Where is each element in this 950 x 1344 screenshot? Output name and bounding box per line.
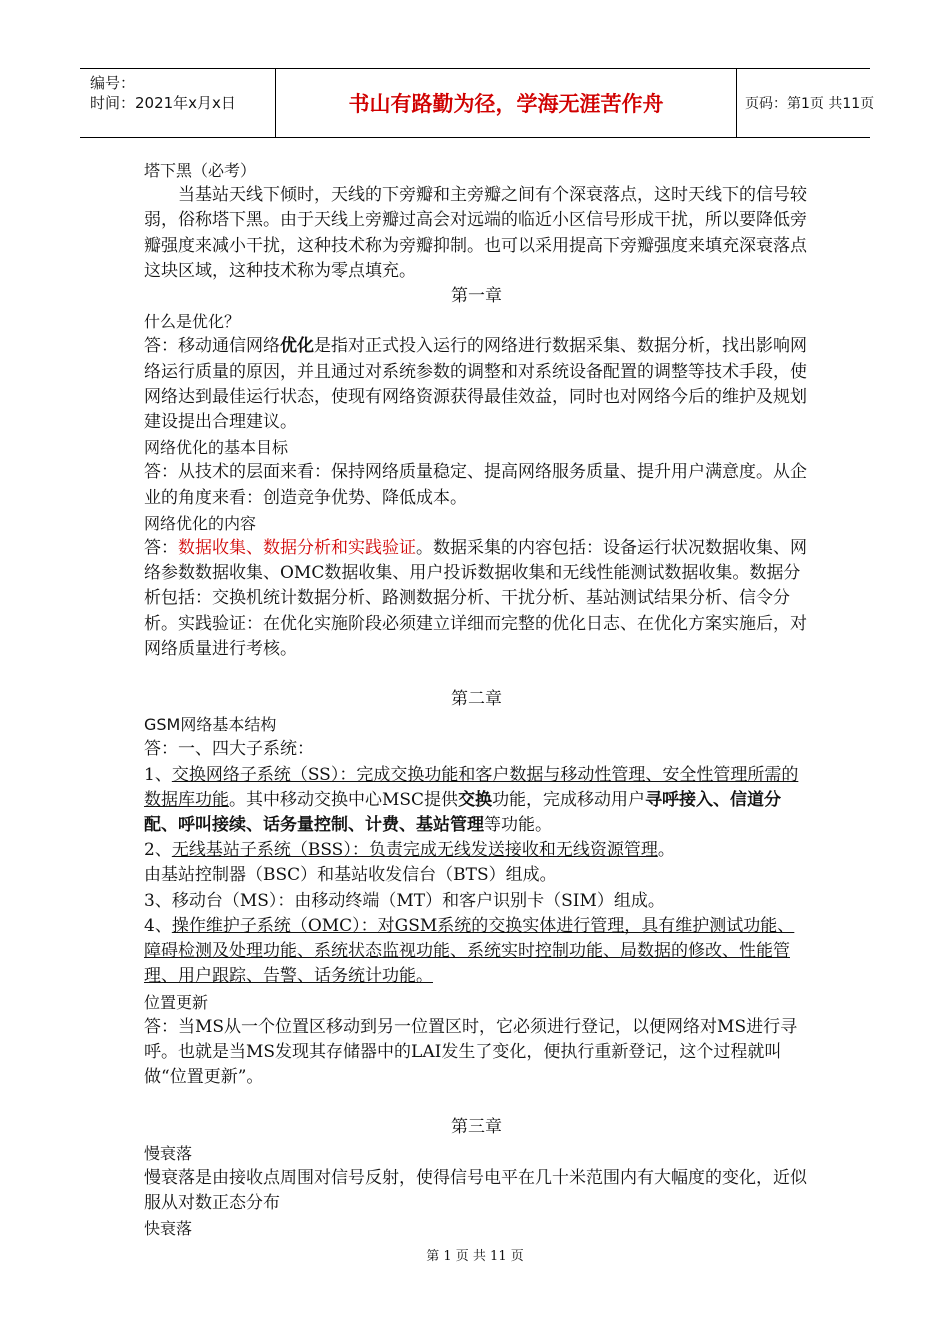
question-optimization-content: 网络优化的内容: [144, 513, 257, 533]
item-bold: 寻呼接入、信道分配、呼叫接续、话务量控制、计费、基站管理: [144, 789, 782, 836]
list-item-ms: 3、移动台（MS）：由移动终端（MT）和客户识别卡（SIM）组成。: [144, 890, 665, 911]
item-underlined: 操作维护子系统（OMC）：对GSM系统的交换实体进行管理，具有维护测试功能、障碍检测及处理功能、系统状态监视功能、系统实时控制功能、局数据的修改、性能管理、用户跟踪、告警、话务统计功能。: [144, 915, 795, 987]
answer-text: 答：移动通信网络: [144, 336, 280, 357]
page-footer: 第 1 页 共 11 页: [426, 1249, 524, 1264]
question-fast-fading: 快衰落: [144, 1219, 193, 1239]
item-underlined: 交换网络子系统（SS）：完成交换功能和客户数据与移动性管理、安全性管理所需的数据库功能: [144, 764, 799, 810]
answer-text: 。数据采集的内容包括：设备运行状况数据收集、网络参数数据收集、OMC数据收集、用户投诉数据收集和无线性能测试数据收集。数据分析包括：交换机统计数据分析、路测数据分析、干扰分析、基站测试结果分析、信令分析。实践验证：在优化实施阶段必须建立详细而完整的优化日志、在优化方案实施后，对网络质量进行考核。: [144, 538, 807, 659]
item-number: 2、: [144, 840, 172, 861]
item-underlined: 无线基站子系统（BSS）：负责完成无线发送接收和无线资源管理: [171, 840, 658, 861]
question-gsm-structure: GSM网络基本结构: [144, 715, 277, 735]
item-text: 。其中移动交换中心MSC提供: [229, 789, 459, 810]
question-what-is-optimization: 什么是优化？: [144, 312, 241, 332]
chapter-3-title: 第三章: [451, 1117, 502, 1138]
answer-what-is-optimization: [144, 334, 809, 435]
list-item-bss-detail: 由基站控制器（BSC）和基站收发信台（BTS）组成。: [144, 865, 557, 886]
header-motto: 书山有路勤为径，学海无涯苦作舟: [276, 69, 737, 137]
answer-intro: 答：一、四大子系统：: [144, 739, 314, 760]
answer-bold-term: 优化: [280, 336, 314, 357]
item-text: 。: [657, 840, 675, 861]
answer-text: 答：: [144, 538, 178, 559]
item-text: 等功能。: [484, 815, 552, 836]
chapter-1-title: 第一章: [451, 286, 502, 307]
answer-basic-goal: 答：从技术的层面来看：保持网络质量稳定、提高网络服务质量、提升用户满意度。从企业的角度来看：创造竞争优势、降低成本。: [144, 462, 807, 508]
answer-optimization-content: [144, 536, 809, 662]
answer-slow-fading: 慢衰落是由接收点周围对信号反射，使得信号电平在几十米范围内有大幅度的变化，近似服从对数正态分布: [144, 1167, 807, 1213]
document-body: [144, 158, 809, 1241]
answer-highlight: 数据收集、数据分析和实践验证: [178, 538, 416, 559]
page-header: [80, 68, 875, 138]
paragraph-tower-dark: 当基站天线下倾时，天线的下旁瓣和主旁瓣之间有个深衰落点，这时天线下的信号较弱，俗称塔下黑。由于天线上旁瓣过高会对远端的临近小区信号形成干扰，所以要降低旁瓣强度来减小干扰，这种技术称为旁瓣抑制。也可以采用提高下旁瓣强度来填充深衰落点这块区域，这种技术称为零点填充。: [144, 185, 807, 281]
list-item-bss: [144, 838, 809, 863]
list-item-ss: [144, 763, 809, 839]
answer-text: 是指对正式投入运行的网络进行数据采集、数据分析，找出影响网络运行质量的原因，并且通过对系统参数的调整和对系统设备配置的调整等技术手段，使网络达到最佳运行状态，使现有网络资源获得最佳效益，同时也对网络今后的维护及规划建设提出合理建议。: [144, 336, 807, 433]
number-label: 编号：: [90, 74, 136, 92]
header-meta: [80, 69, 276, 137]
chapter-2-title: 第二章: [451, 689, 502, 710]
section-title-tower-dark: 塔下黑（必考）: [144, 161, 257, 180]
item-bold: 交换: [458, 789, 493, 810]
question-slow-fading: 慢衰落: [144, 1143, 193, 1163]
header-page-label: 页码：第1页 共11页: [745, 96, 875, 112]
date-label: 时间：2021年x月x日: [90, 94, 236, 112]
item-number: 1、: [144, 764, 172, 785]
list-item-omc: [144, 914, 809, 990]
item-number: 4、: [144, 915, 172, 936]
question-basic-goal: 网络优化的基本目标: [144, 438, 289, 458]
question-location-update: 位置更新: [144, 992, 209, 1012]
answer-location-update: 答：当MS从一个位置区移动到另一位置区时，它必须进行登记，以便网络对MS进行寻呼。也就是当MS发现其存储器中的LAI发生了变化，便执行重新登记，这个过程就叫做“位置更新”。: [144, 1016, 798, 1088]
item-text: 功能，完成移动用户: [492, 789, 646, 810]
